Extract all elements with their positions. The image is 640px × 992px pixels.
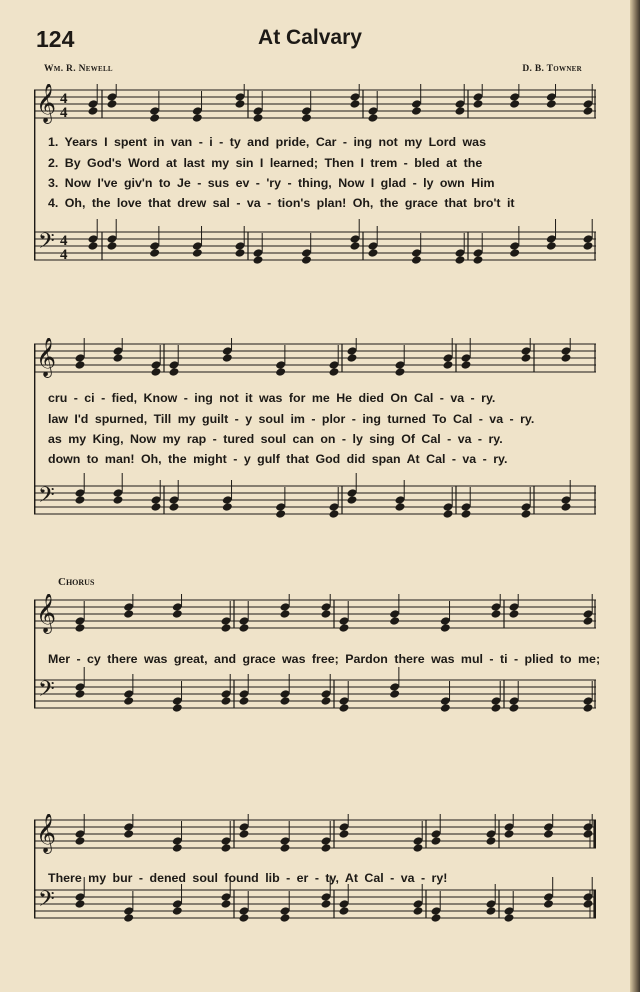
note-head (169, 367, 180, 377)
note-head (192, 113, 203, 123)
note-head (509, 99, 520, 109)
verse-1-line-1: 1. Years I spent in van - i - ty and pride, Car - ing not my Lord was (48, 135, 486, 149)
note-head (543, 829, 554, 839)
note-head (239, 696, 250, 706)
note-head (583, 899, 594, 909)
treble-clef-icon: 𝄞 (36, 814, 57, 853)
note-head (280, 913, 291, 923)
music-system-4 (34, 814, 596, 954)
note-head (149, 113, 160, 123)
note-head (75, 360, 86, 370)
note-head (123, 696, 134, 706)
note-head (339, 829, 350, 839)
note-head (561, 502, 572, 512)
note-head (509, 609, 520, 619)
note-head (339, 906, 350, 916)
note-head (275, 509, 286, 519)
note-head (113, 495, 124, 505)
verse-2-line-1: 2. By God's Word at last my sin I learned; Then I trem - bled at the (48, 156, 483, 170)
note-head (172, 843, 183, 853)
note-head (473, 255, 484, 265)
treble-clef-icon: 𝄞 (36, 594, 57, 633)
chorus-line-2: There my bur - dened soul found lib - er - ty, At Cal - va - ry! (48, 871, 448, 885)
bass-clef-icon: 𝄢 (38, 677, 55, 707)
note-head (329, 509, 340, 519)
note-head (583, 106, 594, 116)
header (0, 24, 620, 58)
treble-clef-icon: 𝄞 (36, 338, 57, 377)
note-head (389, 616, 400, 626)
note-head (411, 106, 422, 116)
page-edge (630, 0, 640, 992)
note-head (491, 609, 502, 619)
note-head (347, 353, 358, 363)
bass-clef-icon: 𝄢 (38, 229, 55, 259)
note-head (169, 502, 180, 512)
note-head (151, 367, 162, 377)
note-head (473, 99, 484, 109)
music-system-2 (34, 338, 596, 528)
chorus-line-1: Mer - cy there was great, and grace was free; Pardon there was mul - ti - plied to me; (48, 652, 601, 666)
note-head (107, 99, 118, 109)
chorus-label: Chorus (58, 576, 95, 588)
note-head (546, 99, 557, 109)
note-head (486, 906, 497, 916)
time-signature-top: 4 (60, 91, 68, 107)
bass-clef-icon: 𝄢 (38, 483, 55, 513)
note-head (431, 913, 442, 923)
note-head (347, 495, 358, 505)
note-head (151, 502, 162, 512)
note-head (123, 609, 134, 619)
note-head (443, 509, 454, 519)
note-head (546, 241, 557, 251)
note-head (321, 899, 332, 909)
note-head (395, 367, 406, 377)
note-head (583, 829, 594, 839)
note-head (486, 836, 497, 846)
note-head (75, 836, 86, 846)
note-head (239, 829, 250, 839)
note-head (172, 906, 183, 916)
time-signature-bottom: 4 (60, 105, 68, 121)
note-head (239, 623, 250, 633)
verse-3-line-1: 3. Now I've giv'n to Je - sus ev - 'ry - thing, Now I glad - ly own Him (48, 176, 495, 190)
note-head (222, 502, 233, 512)
verse-3-line-2: as my King, Now my rap - tured soul can on - ly sing Of Cal - va - ry. (48, 432, 503, 446)
note-head (395, 502, 406, 512)
music-system-1 (34, 84, 596, 274)
note-head (368, 113, 379, 123)
hymn-title: At Calvary (258, 26, 362, 49)
note-head (455, 255, 466, 265)
note-head (504, 913, 515, 923)
note-head (321, 696, 332, 706)
note-head (221, 899, 232, 909)
note-head (431, 836, 442, 846)
note-head (107, 241, 118, 251)
note-head (329, 367, 340, 377)
note-head (172, 609, 183, 619)
note-head (455, 106, 466, 116)
note-head (411, 255, 422, 265)
treble-clef-icon: 𝄞 (36, 84, 57, 123)
note-head (253, 255, 264, 265)
note-head (222, 353, 233, 363)
note-head (235, 99, 246, 109)
time-signature-bottom: 4 (60, 247, 68, 263)
note-head (113, 353, 124, 363)
note-head (509, 703, 520, 713)
note-head (301, 255, 312, 265)
note-head (88, 106, 99, 116)
note-head (509, 248, 520, 258)
note-head (321, 843, 332, 853)
note-head (491, 703, 502, 713)
verse-4-line-1: 4. Oh, the love that drew sal - va - tion's plan! Oh, the grace that bro't it (48, 196, 515, 210)
note-head (413, 906, 424, 916)
note-head (275, 367, 286, 377)
music-system-3 (34, 594, 601, 734)
note-head (561, 353, 572, 363)
note-head (321, 609, 332, 619)
note-head (280, 696, 291, 706)
note-head (221, 623, 232, 633)
note-head (221, 696, 232, 706)
verse-4-line-2: down to man! Oh, the might - y gulf that God did span At Cal - va - ry. (48, 452, 508, 466)
note-head (192, 248, 203, 258)
note-head (280, 843, 291, 853)
note-head (149, 248, 160, 258)
note-head (461, 360, 472, 370)
page-number: 124 (36, 26, 75, 52)
verse-1-line-2: cru - ci - fied, Know - ing not it was for me He died On Cal - va - ry. (48, 391, 496, 405)
note-head (504, 829, 515, 839)
note-head (413, 843, 424, 853)
note-head (583, 241, 594, 251)
note-head (440, 623, 451, 633)
note-head (172, 703, 183, 713)
verse-2-line-2: law I'd spurned, Till my guilt - y soul im - plor - ing turned To Cal - va - ry. (48, 412, 535, 426)
note-head (280, 609, 291, 619)
note-head (350, 241, 361, 251)
time-signature-top: 4 (60, 233, 68, 249)
lyricist-credit: Wm. R. Newell (44, 64, 113, 74)
note-head (88, 241, 99, 251)
note-head (339, 703, 350, 713)
note-head (543, 899, 554, 909)
note-head (75, 495, 86, 505)
note-head (235, 248, 246, 258)
note-head (461, 509, 472, 519)
note-head (221, 843, 232, 853)
note-head (443, 360, 454, 370)
note-head (301, 113, 312, 123)
note-head (253, 113, 264, 123)
note-head (350, 99, 361, 109)
note-head (75, 689, 86, 699)
bass-clef-icon: 𝄢 (38, 887, 55, 917)
note-head (583, 616, 594, 626)
note-head (521, 353, 532, 363)
note-head (521, 509, 532, 519)
note-head (368, 248, 379, 258)
note-head (123, 913, 134, 923)
note-head (339, 623, 350, 633)
note-head (75, 899, 86, 909)
note-head (389, 689, 400, 699)
note-head (239, 913, 250, 923)
note-head (583, 703, 594, 713)
note-head (440, 703, 451, 713)
note-head (123, 829, 134, 839)
note-head (75, 623, 86, 633)
composer-credit: D. B. Towner (522, 64, 582, 74)
